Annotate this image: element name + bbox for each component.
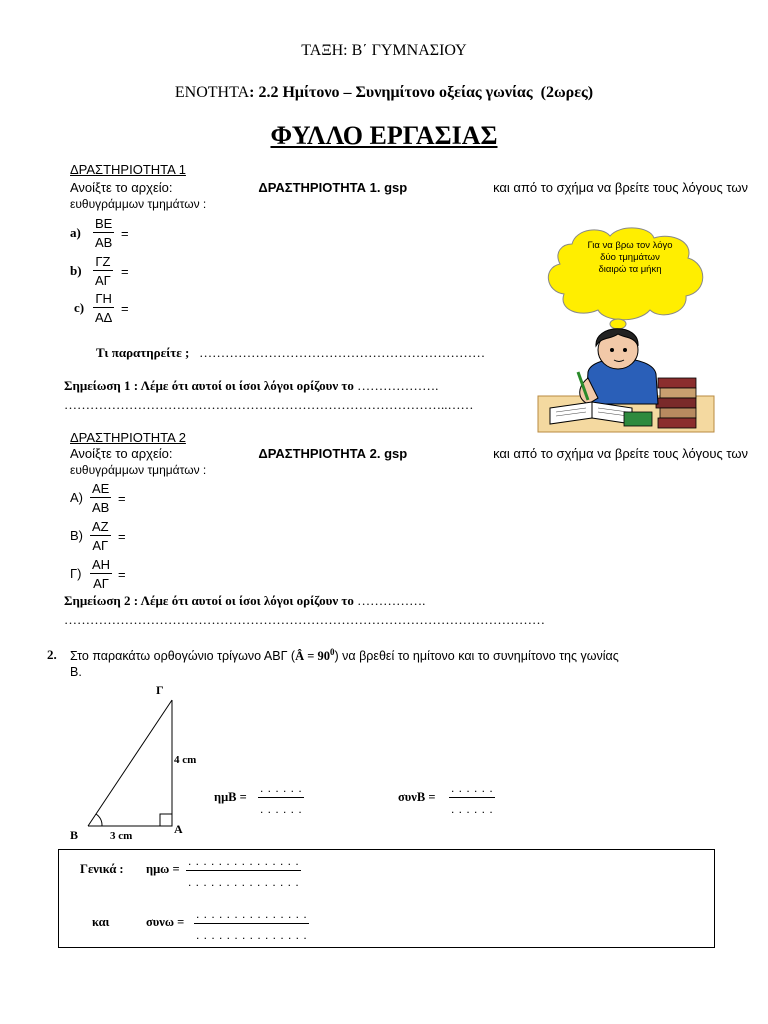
- ratio-numerator: ΓΗ: [95, 291, 112, 306]
- note1-dots: ……………….: [357, 378, 439, 393]
- item-A-label: Α): [70, 490, 83, 505]
- fraction-denominator-dots: . . . . . .: [260, 802, 303, 816]
- unit-hours: (2ωρες): [540, 84, 594, 101]
- exercise2-text-a: Στο παρακάτω ορθογώνιο τρίγωνο ΑΒΓ (: [70, 649, 296, 664]
- ratio-denominator: ΑΔ: [95, 310, 113, 325]
- exercise2-text-line2: Β.: [70, 665, 82, 679]
- right-angle-marker: [160, 814, 172, 826]
- cos-b-fraction: [449, 782, 495, 815]
- activity2-intro: [70, 446, 748, 461]
- activity1-intro: [70, 180, 748, 195]
- ratio-gz-ag: [93, 254, 113, 288]
- exercise2-text-b: ) να βρεθεί το ημίτονο και το συνημίτονο της γωνίας: [334, 649, 619, 664]
- sin-omega-fraction: [186, 855, 301, 888]
- activity2-heading: ΔΡΑΣΤΗΡΙΟΤΗΤΑ 2: [70, 430, 186, 445]
- activity1-intro-b: και από το σχήμα να βρείτε τους λόγους των: [493, 180, 748, 195]
- activity1-file: ΔΡΑΣΤΗΡΙΟΤΗΤΑ 1. gsp: [258, 180, 408, 195]
- fraction-numerator-dots: . . . . . . . . . . . . . . .: [196, 907, 308, 921]
- note2: [64, 593, 425, 609]
- fraction-numerator-dots: . . . . . .: [260, 781, 303, 795]
- ratio-az-ag: [90, 519, 111, 553]
- item-a-label: a): [70, 225, 81, 240]
- ratio-be-ab: [93, 216, 114, 250]
- ratio-gh-ad: [93, 291, 114, 325]
- equals-sign: =: [121, 264, 129, 279]
- cos-omega-fraction: [194, 908, 309, 941]
- ratio-ah-ag: [90, 557, 112, 591]
- ratio-denominator: ΑΒ: [95, 235, 113, 250]
- general-label: Γενικά :: [80, 862, 124, 876]
- note2-dots: …………….: [357, 593, 426, 608]
- note1-line2: ……………………………………………………………………………..……: [64, 397, 474, 412]
- vertex-b-label: Β: [70, 828, 79, 842]
- fraction-numerator-dots: . . . . . .: [451, 781, 494, 795]
- equals-sign: =: [121, 301, 129, 316]
- cos-omega-label: συνω =: [146, 915, 185, 929]
- hypotenuse-bg: [88, 700, 172, 826]
- sin-b-label: ημΒ =: [214, 790, 247, 804]
- activity1-intro-a: Ανοίξτε το αρχείο:: [70, 180, 173, 195]
- side-ba-length: 3 cm: [110, 830, 133, 842]
- thought-bubble-text: Για να βρω τον λόγο δύο τμημάτων διαιρώ τα μήκη: [587, 240, 673, 275]
- fraction-denominator-dots: . . . . . . . . . . . . . . .: [196, 928, 308, 942]
- ratio-denominator: ΑΓ: [93, 576, 109, 591]
- right-angle-condition: Â = $90^0$: [295, 647, 335, 664]
- note1-label: Σημείωση 1 : Λέμε ότι αυτοί οι ίσοι λόγοι ορίζουν το: [64, 378, 354, 393]
- cos-b-label: συνΒ =: [398, 790, 436, 804]
- fraction-numerator-dots: . . . . . . . . . . . . . . .: [188, 854, 300, 868]
- sin-omega-label: ημω =: [146, 862, 180, 876]
- activity2-intro-a: Ανοίξτε το αρχείο:: [70, 446, 173, 461]
- equals-sign: =: [118, 529, 126, 544]
- activity2-intro-b: και από το σχήμα να βρείτε τους λόγους των: [493, 446, 748, 461]
- item-c-label: c): [74, 300, 85, 315]
- page-title: ΦΥΛΛΟ ΕΡΓΑΣΙΑΣ: [270, 121, 498, 150]
- fraction-denominator-dots: . . . . . . . . . . . . . . .: [188, 875, 300, 889]
- ratio-denominator: ΑΒ: [92, 500, 110, 515]
- unit-heading: [0, 84, 768, 102]
- vertex-g-label: Γ: [156, 683, 164, 697]
- ratio-numerator: ΑΕ: [92, 481, 110, 496]
- sin-b-fraction: [258, 782, 304, 815]
- vertex-a-label: Α: [174, 822, 183, 836]
- ratio-numerator: ΑΖ: [92, 519, 109, 534]
- side-ag-length: 4 cm: [174, 754, 197, 766]
- exercise2-number: 2.: [47, 647, 57, 662]
- unit-title: : 2.2 Ημίτονο – Συνημίτονο οξείας γωνίας: [249, 84, 533, 101]
- equals-sign: =: [121, 226, 129, 241]
- activity2-file: ΔΡΑΣΤΗΡΙΟΤΗΤΑ 2. gsp: [258, 446, 408, 461]
- ratio-denominator: ΑΓ: [95, 273, 111, 288]
- note2-line2: …………………………………………………………………………………………………: [64, 612, 545, 627]
- item-B-label: Β): [70, 528, 83, 543]
- ratio-numerator: ΓΖ: [95, 254, 111, 269]
- exercise2-text: [70, 647, 619, 664]
- activity1-intro-line2: ευθυγράμμων τμημάτων :: [70, 197, 207, 211]
- equals-sign: =: [118, 491, 126, 506]
- item-b-label: b): [70, 263, 82, 278]
- note2-label: Σημείωση 2 : Λέμε ότι αυτοί οι ίσοι λόγοι ορίζουν το: [64, 593, 354, 608]
- fraction-denominator-dots: . . . . . .: [451, 802, 494, 816]
- question-label: Τι παρατηρείτε ;: [96, 345, 190, 360]
- activity1-heading: ΔΡΑΣΤΗΡΙΟΤΗΤΑ 1: [70, 162, 186, 177]
- ratio-ae-ab: [90, 481, 111, 515]
- item-G-label: Γ): [70, 566, 82, 581]
- ratio-numerator: ΒΕ: [95, 216, 113, 231]
- unit-prefix: ΕΝΟΤΗΤΑ: [174, 84, 250, 101]
- answer-dots: …………………………………………………………: [199, 345, 486, 360]
- ratio-denominator: ΑΓ: [92, 538, 109, 553]
- ratio-numerator: ΑΗ: [92, 557, 111, 572]
- angle-b-arc: [96, 814, 102, 826]
- class-heading: ΤΑΞΗ: Β΄ ΓΥΜΝΑΣΙΟΥ: [301, 42, 467, 59]
- note1: [64, 378, 438, 394]
- observation-question: [96, 345, 485, 361]
- activity2-intro-line2: ευθυγράμμων τμημάτων :: [70, 463, 207, 477]
- and-label: και: [92, 915, 110, 929]
- equals-sign: =: [118, 567, 126, 582]
